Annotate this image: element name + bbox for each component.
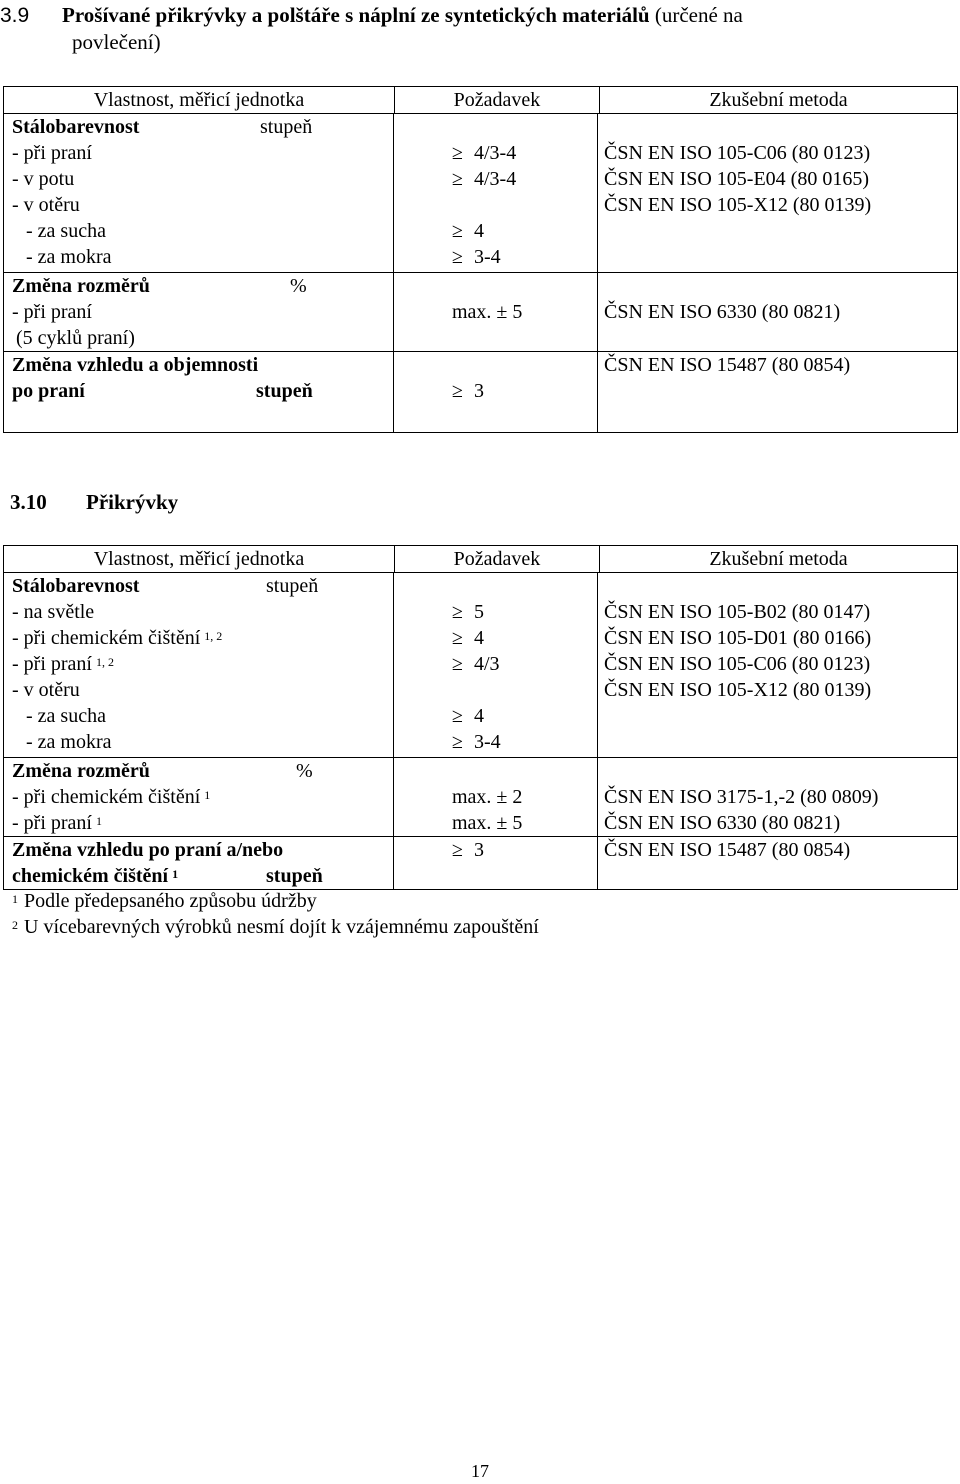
- property-label: Změna vzhledu a objemnosti: [12, 354, 259, 376]
- ge-symbol: ≥: [452, 601, 463, 623]
- table-row: [4, 114, 957, 273]
- ge-symbol: ≥: [452, 246, 463, 268]
- unit-label: %: [296, 760, 313, 782]
- footnotes: [12, 888, 539, 940]
- footnote-ref: 1, 2: [95, 655, 114, 669]
- method-cell: [598, 758, 957, 836]
- method-text: ČSN EN ISO 105-C06 (80 0123): [604, 653, 871, 675]
- list-item: - při praní: [12, 142, 92, 164]
- property-label: Změna rozměrů: [12, 275, 150, 297]
- property-label: po praní: [12, 380, 85, 402]
- section-title-line2: povlečení): [72, 30, 161, 54]
- requirement-cell: [394, 758, 598, 836]
- ge-symbol: ≥: [452, 627, 463, 649]
- unit-label: stupeň: [256, 380, 313, 402]
- unit-label: stupeň: [260, 116, 313, 138]
- method-text: ČSN EN ISO 15487 (80 0854): [604, 839, 851, 861]
- method-text: ČSN EN ISO 105-E04 (80 0165): [604, 168, 869, 190]
- footnote-ref: 1, 2: [204, 629, 223, 643]
- req-value: max. ± 2: [452, 786, 523, 808]
- property-label: chemickém čištění: [12, 865, 169, 887]
- table-row: [4, 837, 957, 889]
- unit-label: %: [290, 275, 307, 297]
- ge-symbol: ≥: [452, 380, 463, 402]
- table-row: [4, 352, 957, 432]
- req-value: 3: [474, 839, 484, 861]
- req-value: 4/3-4: [474, 168, 517, 190]
- section-heading-3-10: [10, 488, 178, 516]
- section-title-tail: (určené na: [649, 3, 743, 27]
- footnote: [12, 914, 539, 940]
- header-property: Vlastnost, měřicí jednotka: [4, 87, 395, 113]
- ge-symbol: ≥: [452, 142, 463, 164]
- method-cell: [598, 273, 957, 351]
- footnote-ref: 1: [172, 867, 179, 881]
- footnote-mark: 2: [12, 918, 18, 932]
- list-item: - v otěru: [12, 194, 80, 216]
- property-cell: [4, 573, 394, 757]
- method-cell: [598, 837, 957, 889]
- page-number: 17: [471, 1461, 489, 1481]
- method-text: ČSN EN ISO 105-D01 (80 0166): [604, 627, 872, 649]
- property-cell: [4, 273, 394, 351]
- requirement-cell: [394, 114, 598, 272]
- table-header: [4, 87, 957, 114]
- req-value: 4: [474, 705, 484, 727]
- method-text: ČSN EN ISO 105-X12 (80 0139): [604, 194, 872, 216]
- req-value: max. ± 5: [452, 301, 523, 323]
- req-value: 3: [474, 380, 484, 402]
- requirement-cell: [394, 837, 598, 889]
- table-row: [4, 573, 957, 758]
- method-cell: [598, 352, 957, 432]
- footnote-text: Podle předepsaného způsobu údržby: [24, 890, 317, 912]
- list-item: - při praní: [12, 301, 92, 323]
- table-header: [4, 546, 957, 573]
- req-value: 4: [474, 220, 484, 242]
- req-value: max. ± 5: [452, 812, 523, 834]
- list-item: - při praní: [12, 812, 92, 834]
- footnote: [12, 888, 539, 914]
- method-cell: [598, 573, 957, 757]
- list-item: - v otěru: [12, 679, 80, 701]
- header-method: Zkušební metoda: [709, 548, 848, 570]
- header-requirement: Požadavek: [395, 87, 600, 113]
- ge-symbol: ≥: [452, 839, 463, 861]
- header-method: Zkušební metoda: [709, 89, 848, 111]
- method-text: ČSN EN ISO 6330 (80 0821): [604, 812, 841, 834]
- method-text: ČSN EN ISO 15487 (80 0854): [604, 354, 851, 376]
- list-item: - za mokra: [26, 246, 112, 268]
- ge-symbol: ≥: [452, 705, 463, 727]
- footnote-ref: 1: [95, 814, 102, 828]
- property-label: Stálobarevnost: [12, 575, 140, 597]
- ge-symbol: ≥: [452, 220, 463, 242]
- req-value: 3-4: [474, 731, 501, 753]
- footnote-mark: 1: [12, 892, 18, 906]
- property-label: Změna vzhledu po praní a/nebo: [12, 839, 284, 861]
- ge-symbol: ≥: [452, 168, 463, 190]
- method-text: ČSN EN ISO 105-C06 (80 0123): [604, 142, 871, 164]
- ge-symbol: ≥: [452, 731, 463, 753]
- method-text: ČSN EN ISO 105-B02 (80 0147): [604, 601, 871, 623]
- property-cell: [4, 114, 394, 272]
- req-value: 4: [474, 627, 484, 649]
- property-label: Změna rozměrů: [12, 760, 150, 782]
- section-heading-3-9: [0, 2, 950, 55]
- requirement-cell: [394, 273, 598, 351]
- req-value: 4/3-4: [474, 142, 517, 164]
- table-row: [4, 758, 957, 837]
- unit-label: stupeň: [266, 575, 319, 597]
- list-item: - v potu: [12, 168, 75, 190]
- list-item: - za sucha: [26, 220, 106, 242]
- req-value: 3-4: [474, 246, 501, 268]
- property-cell: [4, 837, 394, 889]
- method-text: ČSN EN ISO 6330 (80 0821): [604, 301, 841, 323]
- list-item: - při praní: [12, 653, 92, 675]
- property-cell: [4, 758, 394, 836]
- method-text: ČSN EN ISO 3175-1,-2 (80 0809): [604, 786, 879, 808]
- req-value: 5: [474, 601, 484, 623]
- property-cell: [4, 352, 394, 432]
- section-title: Přikrývky: [86, 490, 179, 514]
- requirements-table-1: [3, 86, 958, 433]
- table-row: [4, 273, 957, 352]
- requirement-cell: [394, 352, 598, 432]
- unit-label: stupeň: [266, 865, 323, 887]
- list-item: - při chemickém čištění: [12, 786, 201, 808]
- header-property: Vlastnost, měřicí jednotka: [4, 546, 395, 572]
- list-item: - za mokra: [26, 731, 112, 753]
- section-title: Prošívané přikrývky a polštáře s náplní ze syntetických materiálů: [62, 3, 650, 27]
- list-item: - za sucha: [26, 705, 106, 727]
- header-requirement: Požadavek: [395, 546, 600, 572]
- ge-symbol: ≥: [452, 653, 463, 675]
- property-label: Stálobarevnost: [12, 116, 140, 138]
- requirements-table-2: [3, 545, 958, 890]
- section-number: 3.9: [0, 4, 30, 27]
- requirement-cell: [394, 573, 598, 757]
- footnote-text: U vícebarevných výrobků nesmí dojít k vzájemnému zapouštění: [24, 916, 539, 938]
- list-item: - na světle: [12, 601, 95, 623]
- method-text: ČSN EN ISO 105-X12 (80 0139): [604, 679, 872, 701]
- footnote-ref: 1: [204, 788, 211, 802]
- section-number: 3.10: [10, 490, 47, 514]
- list-item: - při chemickém čištění: [12, 627, 201, 649]
- method-cell: [598, 114, 957, 272]
- req-value: 4/3: [474, 653, 500, 675]
- list-item: (5 cyklů praní): [16, 327, 135, 349]
